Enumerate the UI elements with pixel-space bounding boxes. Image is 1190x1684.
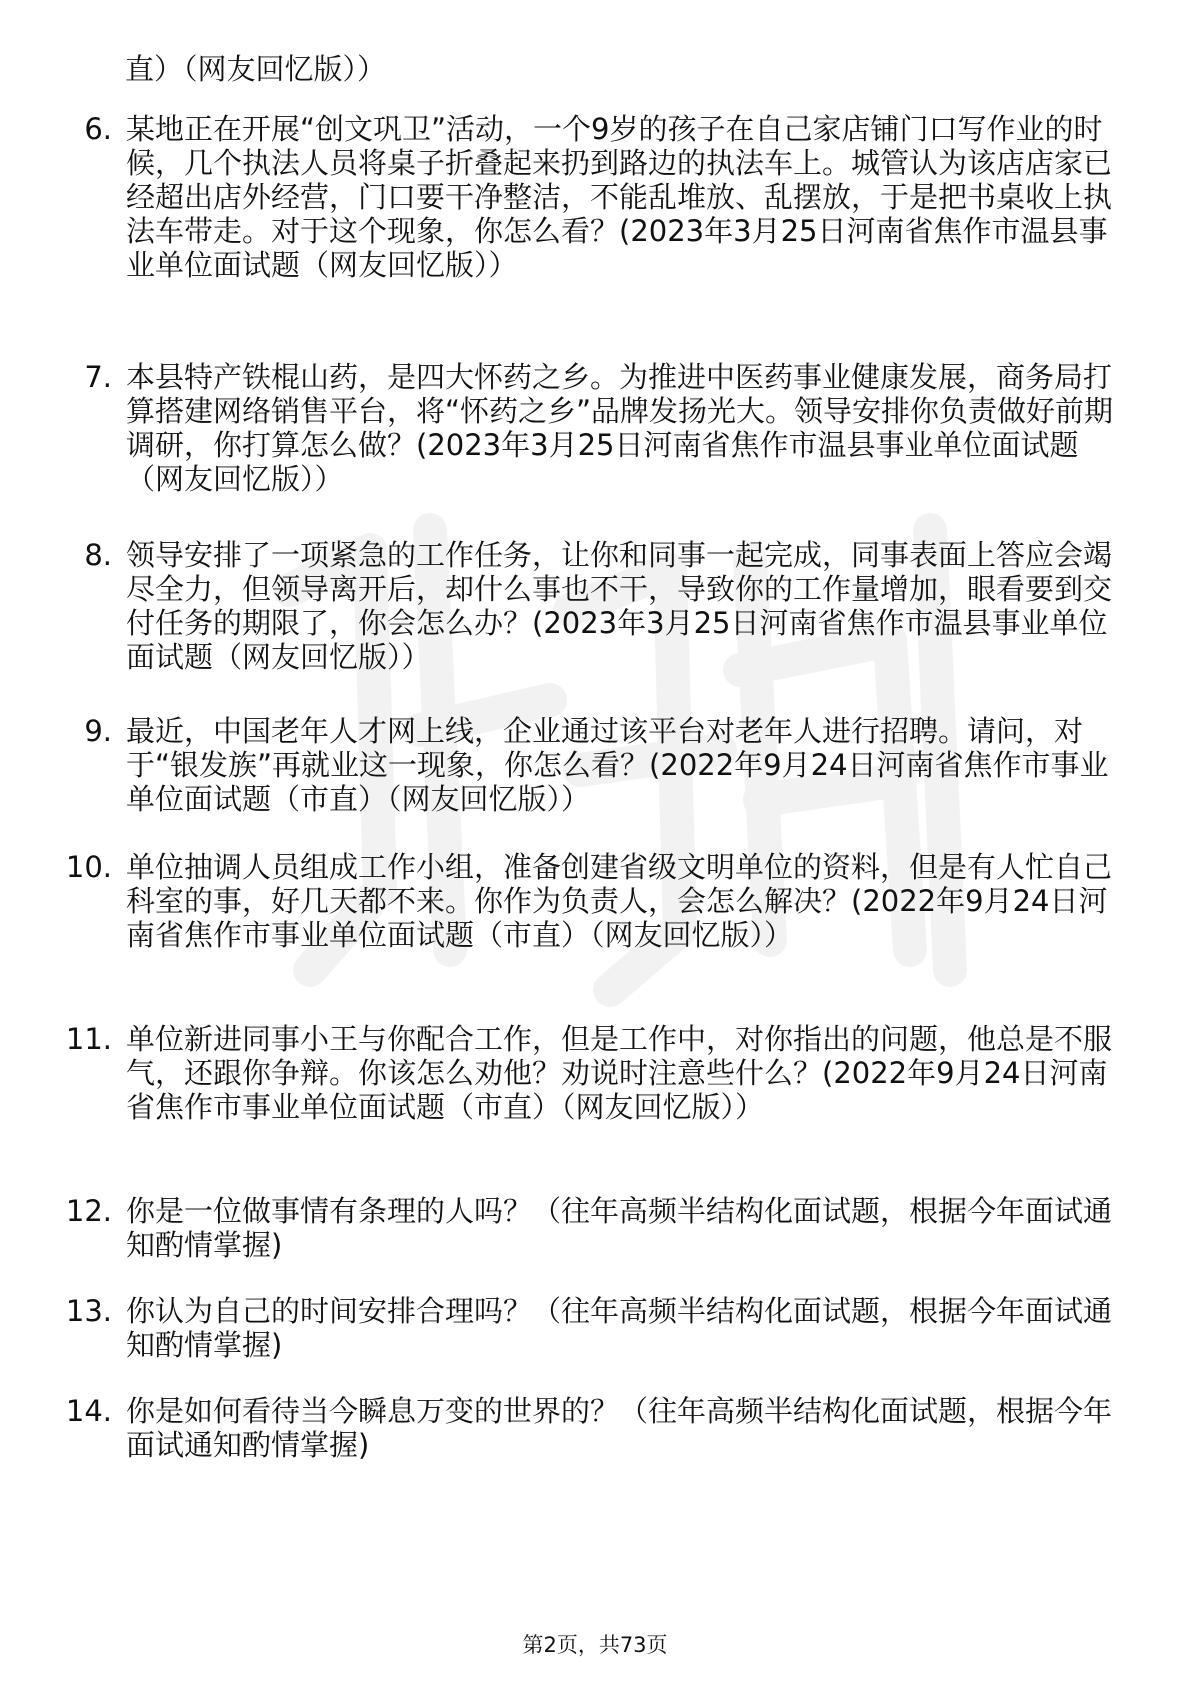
question-text: 本县特产铁棍山药，是四大怀药之乡。为推进中医药事业健康发展，商务局打算搭建网络销售平台，将“怀药之乡”品牌发扬光大。领导安排你负责做好前期调研，你打算怎么做？(2023年3月25日河南省焦作市温县事业单位面试题（网友回忆版）） [126, 360, 1114, 496]
question-text: 最近，中国老年人才网上线，企业通过该平台对老年人进行招聘。请问，对于“银发族”再就业这一现象，你怎么看？(2022年9月24日河南省焦作市事业单位面试题（市直）（网友回忆版）） [126, 714, 1109, 816]
question-number: 11. [65, 1022, 112, 1056]
question-text: 单位抽调人员组成工作小组，准备创建省级文明单位的资料，但是有人忙自己科室的事，好几天都不来。你作为负责人，会怎么解决？(2022年9月24日河南省焦作市事业单位面试题（市直）（网友回忆版）） [126, 850, 1113, 952]
question-number: 14. [65, 1394, 112, 1428]
question-text: 你是如何看待当今瞬息万变的世界的？（往年高频半结构化面试题，根据今年面试通知酌情掌握) [126, 1394, 1113, 1462]
question-text: 领导安排了一项紧急的工作任务，让你和同事一起完成，同事表面上答应会竭尽全力，但领导离开后，却什么事也不干，导致你的工作量增加，眼看要到交付任务的期限了，你会怎么办？(2023年3月25日河南省焦作市温县事业单位面试题（网友回忆版）） [126, 538, 1113, 674]
question-text: 单位新进同事小王与你配合工作，但是工作中，对你指出的问题，他总是不服气，还跟你争辩。你该怎么劝他？劝说时注意些什么？(2022年9月24日河南省焦作市事业单位面试题（市直）（网友回忆版）） [126, 1022, 1113, 1124]
question-number: 12. [65, 1194, 112, 1228]
question-number: 13. [65, 1294, 112, 1328]
question-text: 你是一位做事情有条理的人吗？（往年高频半结构化面试题，根据今年面试通知酌情掌握) [126, 1194, 1113, 1262]
question-text: 某地正在开展“创文巩卫”活动，一个9岁的孩子在自己家店铺门口写作业的时候，几个执法人员将桌子折叠起来扔到路边的执法车上。城管认为该店店家已经超出店外经营，门口要干净整洁，不能乱堆放、乱摆放，于是把书桌收上执法车带走。对于这个现象，你怎么看？(2023年3月25日河南省焦作市温县事业单位面试题（网友回忆版）） [126, 112, 1113, 282]
question-number: 8. [84, 538, 112, 572]
question-text: 你认为自己的时间安排合理吗？（往年高频半结构化面试题，根据今年面试通知酌情掌握) [126, 1294, 1113, 1362]
question-number: 10. [65, 850, 112, 884]
continuation-text: 直）（网友回忆版）） [125, 52, 387, 86]
question-number: 9. [84, 714, 112, 748]
page-footer: 第2页，共73页 [522, 1633, 668, 1657]
question-number: 7. [84, 360, 112, 394]
question-number: 6. [84, 112, 112, 146]
